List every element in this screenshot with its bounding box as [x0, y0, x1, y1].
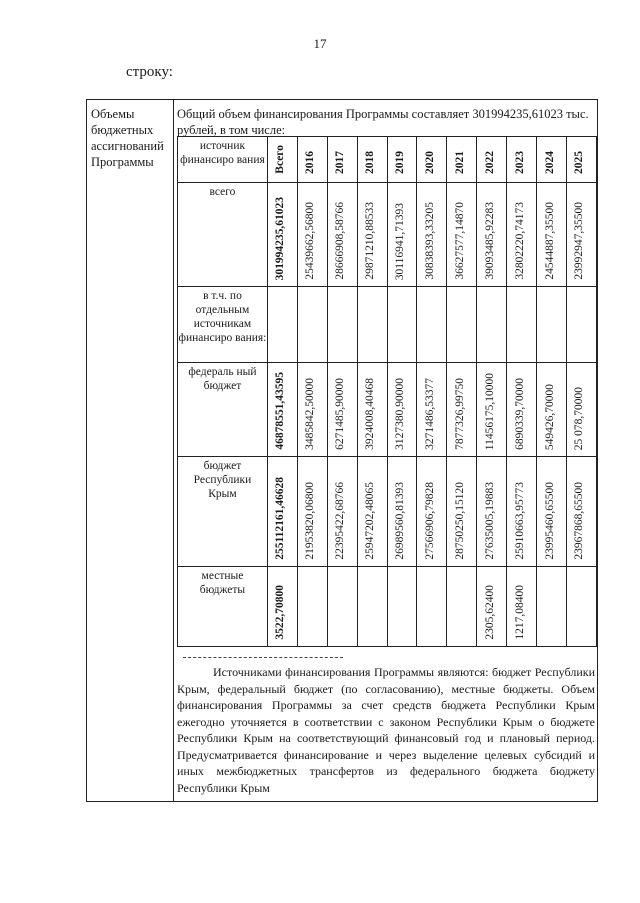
footnote-divider [183, 657, 343, 658]
cell-value: 6271485,90000 [334, 378, 347, 450]
header-label: 2021 [453, 151, 466, 174]
header-label: 2022 [483, 151, 496, 174]
header-label: 2020 [423, 151, 436, 174]
cell-value: 27635005,19883 [483, 482, 496, 560]
cell-value: 6890339,70000 [513, 378, 526, 450]
column-divider [173, 100, 174, 801]
cell-value: 28666908,58766 [334, 202, 347, 280]
table-row [178, 457, 597, 567]
notes-paragraph: Источниками финансирования Программы являются: бюджет Республики Крым, федеральный бюджет (по согласованию), местные бюджеты. Объем финансирования Программы за счет средств бюджета Республики Крым ежегодно уточняется в соответствии с законом Республики Крым о бюджете Республики Крым на соответствующий финансовый год и плановый период. Предусматривается финансирование и через выделение целевых субсидий и иных межбюджетных трансфертов из федерального бюджета бюджету Республики Крым [177, 665, 595, 795]
cell-value: 3522,70800 [274, 585, 287, 640]
header-row [178, 137, 597, 183]
cell-value: 30838393,33205 [423, 202, 436, 280]
cell-value: 32802220,74173 [513, 202, 526, 280]
cell-value: 22395422,68766 [334, 482, 347, 560]
header-label: 2024 [543, 151, 556, 174]
cell-value: 255112161,46628 [274, 477, 287, 560]
cell-value: 26989560,81393 [393, 482, 406, 560]
header-2019 [387, 137, 417, 183]
row-label: бюджет Республики Крым [178, 457, 268, 567]
cell-value: 36627577,14870 [453, 202, 466, 280]
financing-table [177, 136, 597, 647]
left-label: Объемы бюджетных ассигнований Программы [91, 107, 164, 169]
cell-value: 25 078,70000 [573, 386, 586, 450]
cell-value: 46878551,43595 [274, 372, 287, 450]
cell-value: 549426,70000 [543, 383, 556, 450]
cell-value: 25947202,48065 [364, 482, 377, 560]
summary-text: Общий объем финансирования Программы составляет 301994235,61023 тыс. рублей, в том числе: [177, 107, 589, 137]
row-label: всего [178, 183, 268, 287]
cell-value: 2305,62400 [483, 585, 496, 640]
cell-value: 3127380,90000 [393, 378, 406, 450]
cell-value: 23967868,65500 [573, 482, 586, 560]
header-2024 [537, 137, 567, 183]
header-label: Всего [274, 145, 287, 174]
cell-value: 3271486,53377 [423, 378, 436, 450]
cell-value: 3924008,40468 [364, 378, 377, 450]
intro-text: строку: [126, 64, 173, 80]
header-2017 [327, 137, 357, 183]
page-number: 17 [313, 36, 327, 51]
cell-value: 29871210,88533 [364, 202, 377, 280]
cell-value: 24544887,35500 [543, 202, 556, 280]
table-row [178, 183, 597, 287]
header-label: 2018 [364, 151, 377, 174]
header-label: 2019 [393, 151, 406, 174]
header-total [267, 137, 297, 183]
table-row [178, 567, 597, 647]
header-label: 2017 [334, 151, 347, 174]
cell-value: 25439662,56800 [304, 202, 317, 280]
row-label: местные бюджеты [178, 567, 268, 647]
budget-table [86, 99, 598, 802]
cell-value: 39093485,92283 [483, 202, 496, 280]
cell-value: 301994235,61023 [274, 196, 287, 280]
cell-value: 3485842,50000 [304, 378, 317, 450]
cell-value: 27566906,79828 [423, 482, 436, 560]
cell-value: 7877326,99750 [453, 378, 466, 450]
header-2025 [566, 137, 596, 183]
cell-value: 23995460,65500 [543, 482, 556, 560]
cell-value: 28750250,15120 [453, 482, 466, 560]
cell-value: 1217,08400 [513, 585, 526, 640]
header-2018 [357, 137, 387, 183]
row-label: федераль ный бюджет [178, 363, 268, 457]
header-label: 2025 [573, 151, 586, 174]
cell-value: 25910663,95773 [513, 482, 526, 560]
row-label: в т.ч. по отдельным источникам финансиро вания: [178, 287, 268, 363]
table-row [178, 287, 597, 363]
source-header: источник финансиро вания [178, 137, 268, 183]
table-row [178, 363, 597, 457]
cell-value: 11456175,10000 [483, 372, 496, 450]
cell-value: 21953820,06800 [304, 482, 317, 560]
cell-value: 30116941,71393 [393, 202, 406, 280]
header-2022 [477, 137, 507, 183]
financing-table-wrap [177, 136, 597, 647]
header-label: 2016 [304, 151, 317, 174]
cell-value: 23992947,35500 [573, 202, 586, 280]
header-label: 2023 [513, 151, 526, 174]
header-2023 [507, 137, 537, 183]
header-2020 [417, 137, 447, 183]
header-2021 [447, 137, 477, 183]
header-2016 [297, 137, 327, 183]
